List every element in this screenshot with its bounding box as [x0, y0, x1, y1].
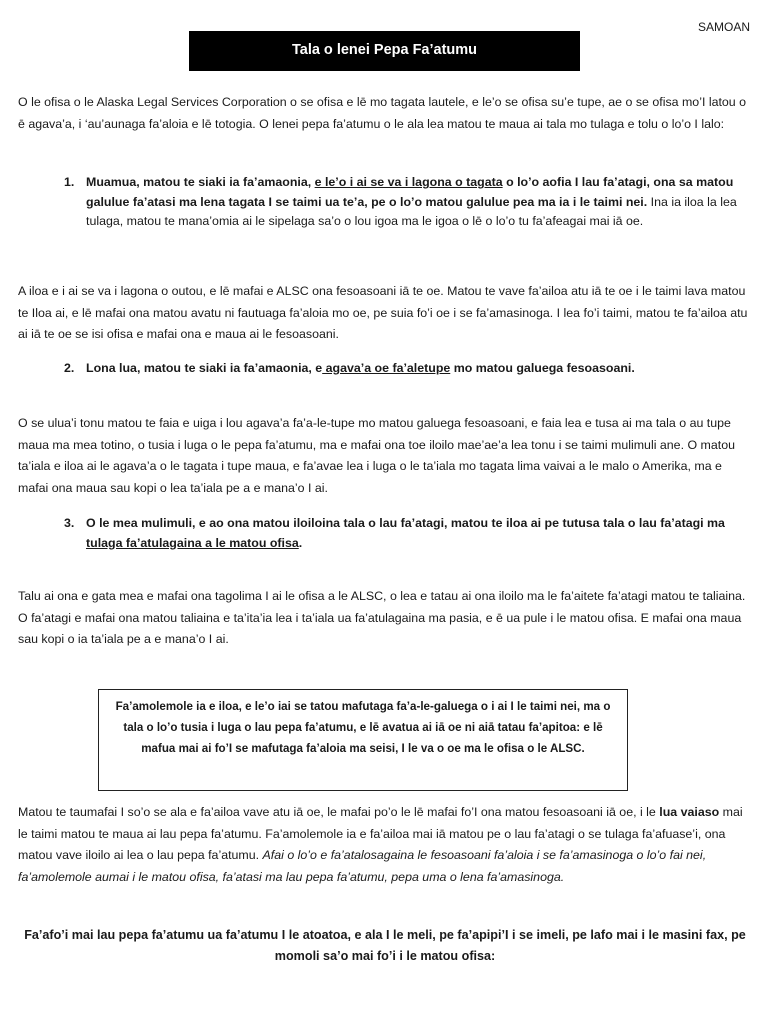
list-item-1-underlined-text: e le’o i ai se va i lagona o tagata [314, 175, 503, 189]
list-item-1-number: 1. [64, 175, 75, 189]
list-item-1-body [86, 173, 754, 232]
paragraph-4-rest: mai le taimi matou te maua ai lau pepa fa’atumu. Fa’amolemole ia e fa’ailoa mai iā matou pe o lau fa’atagi o se tulaga fa’afuase’i, ona matou vave iloilo ai lea o lau pepa fa’atumu. [18, 805, 743, 862]
paragraph-4-bold: lua vaiaso [659, 805, 720, 819]
list-item-3-body [86, 514, 754, 553]
list-item-1-normal-text: Ina ia iloa la lea tulaga, matou te mana’omia ai le sipelaga sa’o o lou igoa ma le igoa o lē o lo’o tu fa’afeagai mai iā oe. [86, 194, 737, 228]
list-item-2-body [86, 359, 754, 379]
paragraph-4-italic: Afai o lo’o e fa’atalosagaina le fesoasoani fa’aloia i se fa’amasinoga o lo’o fai nei, fa’amolemole aumai i le matou ofisa, fa’atasi ma lau pepa fa’atumu, pepa uma o lena fa’amasinoga. [18, 848, 707, 884]
list-item-3-bold-lead: O le mea mulimuli, e ao ona matou iloiloina tala o lau fa’atagi, matou te iloa ai pe tutusa tala o lau fa’atagi ma [86, 516, 725, 530]
list-item-3-number: 3. [64, 516, 75, 530]
list-item-2-bold-lead: Lona lua, matou te siaki ia fa’amaonia, e [86, 361, 323, 375]
paragraph-3: Talu ai ona e gata mea e mafai ona tagolima I ai le ofisa a le ALSC, o lea e tatau ai ona iloilo ma le fa’aitete fa’atagi matou te taliaina. O fa’atagi e mafai ona matou taliaina e ta’ita’ia lea i ta’iala ua fa’atulagaina ma pasia, e ē ua pule i le matou ofisa. E mafai ona maua sau kopi o ia ta’iala pe a e mana’o I ai. [18, 589, 746, 646]
list-item-1-bold-rest: o lo’o aofia I lau fa’atagi, ona sa matou galulue fa’atasi ma lena tagata I se taimi ua te’a, pe o lo’o matou galulue pea ma ia i le taimi nei. [86, 175, 734, 209]
list-item-1 [64, 173, 754, 232]
paragraph-2: O se ulua’i tonu matou te faia e uiga i lou agava’a fa’a-le-tupe mo matou galuega fesoasoani, e faia lea e tusa ai ma tala o au tupe maua ma mea totino, o tusia i luga o le pepa fa’atumu, ma e mafai ona toe iloilo mae’ae’a lea tonu i se taimi mulimuli ane. O matou ta’iala e iloa ai le agava’a o le tagata i tupe maua, e fa’avae lea i luga o le ta’iala mo tagata lima vaivai a le malo o Amerika, ma e mafai ona maua sau kopi o lea ta’iala pe a e mana’o I ai. [18, 416, 735, 495]
page-title-text: Tala o lenei Pepa Fa’atumu [291, 42, 478, 59]
list-item-2-underlined-text: agava’a oe fa’aletupe [322, 361, 451, 375]
list-item-2-number: 2. [64, 361, 75, 375]
paragraph-1: A iloa e i ai se va i lagona o outou, e lē mafai e ALSC ona fesoasoani iā te oe. Matou te vave fa’ailoa atu iā te oe i le taimi lava matou te Iloa ai, e lē mafai ona matou avatu ni fautuaga fa’aloia mo oe, pe suia fo’i oe i se fa’amasinoga. I lea fo’i taimi, matou te fa’ailoa atu ai iā te oe se isi ofisa e mafai ona e maua ai le fesoasoani. [18, 284, 748, 341]
notice-box [98, 689, 628, 791]
intro-paragraph: O le ofisa o le Alaska Legal Services Corporation o se ofisa e lē mo tagata lautele, e le’o se ofisa su’e tupe, ae o se ofisa mo’I latou o ē agava’a, i ‘au’aunaga fa’aloia e lē totogia. O lenei pepa fa’atumu o le ala lea matou te maua ai tala mo tulaga e tolu o lo’o I lalo: [18, 95, 747, 131]
list-item-2-bold-rest: mo matou galuega fesoasoani. [450, 361, 635, 375]
notice-text: Fa’amolemole ia e iloa, e le’o iai se tatou mafutaga fa’a-le-galuega o i ai I le taimi nei, ma o tala o lo’o tusia i luga o lau pepa fa’atumu, e lē avatua ai iā oe ni aiā tatau fa’apitoa: e lē mafua mai ai fo’I se mafutaga fa’aloia ma seisi, I le va o oe ma le ofisa o le ALSC. [115, 700, 611, 755]
paragraph-4-lead: Matou te taumafai I so’o se ala e fa’ailoa vave atu iā oe, le mafai po’o le lē mafai fo’I ona matou fesoasoani iā oe, i le [18, 805, 660, 819]
paragraph-4 [18, 802, 752, 888]
list-item-3-underlined-text: tulaga fa’atulagaina a le matou ofisa [86, 535, 299, 550]
closing-instructions: Fa’afo’i mai lau pepa fa’atumu ua fa’atumu I le atoatoa, e ala I le meli, pe fa’apipi’I i se imeli, pe lafo mai i le masini fax, pe momoli sa’o mai fo’i i le matou ofisa: [24, 928, 746, 963]
list-item-1-bold-lead: Muamua, matou te siaki ia fa’amaonia, [86, 175, 315, 189]
list-item-3 [64, 514, 754, 553]
language-label: SAMOAN [697, 20, 750, 34]
list-item-3-bold-rest: . [298, 535, 303, 550]
list-item-2 [64, 359, 754, 379]
page-title [189, 31, 580, 71]
